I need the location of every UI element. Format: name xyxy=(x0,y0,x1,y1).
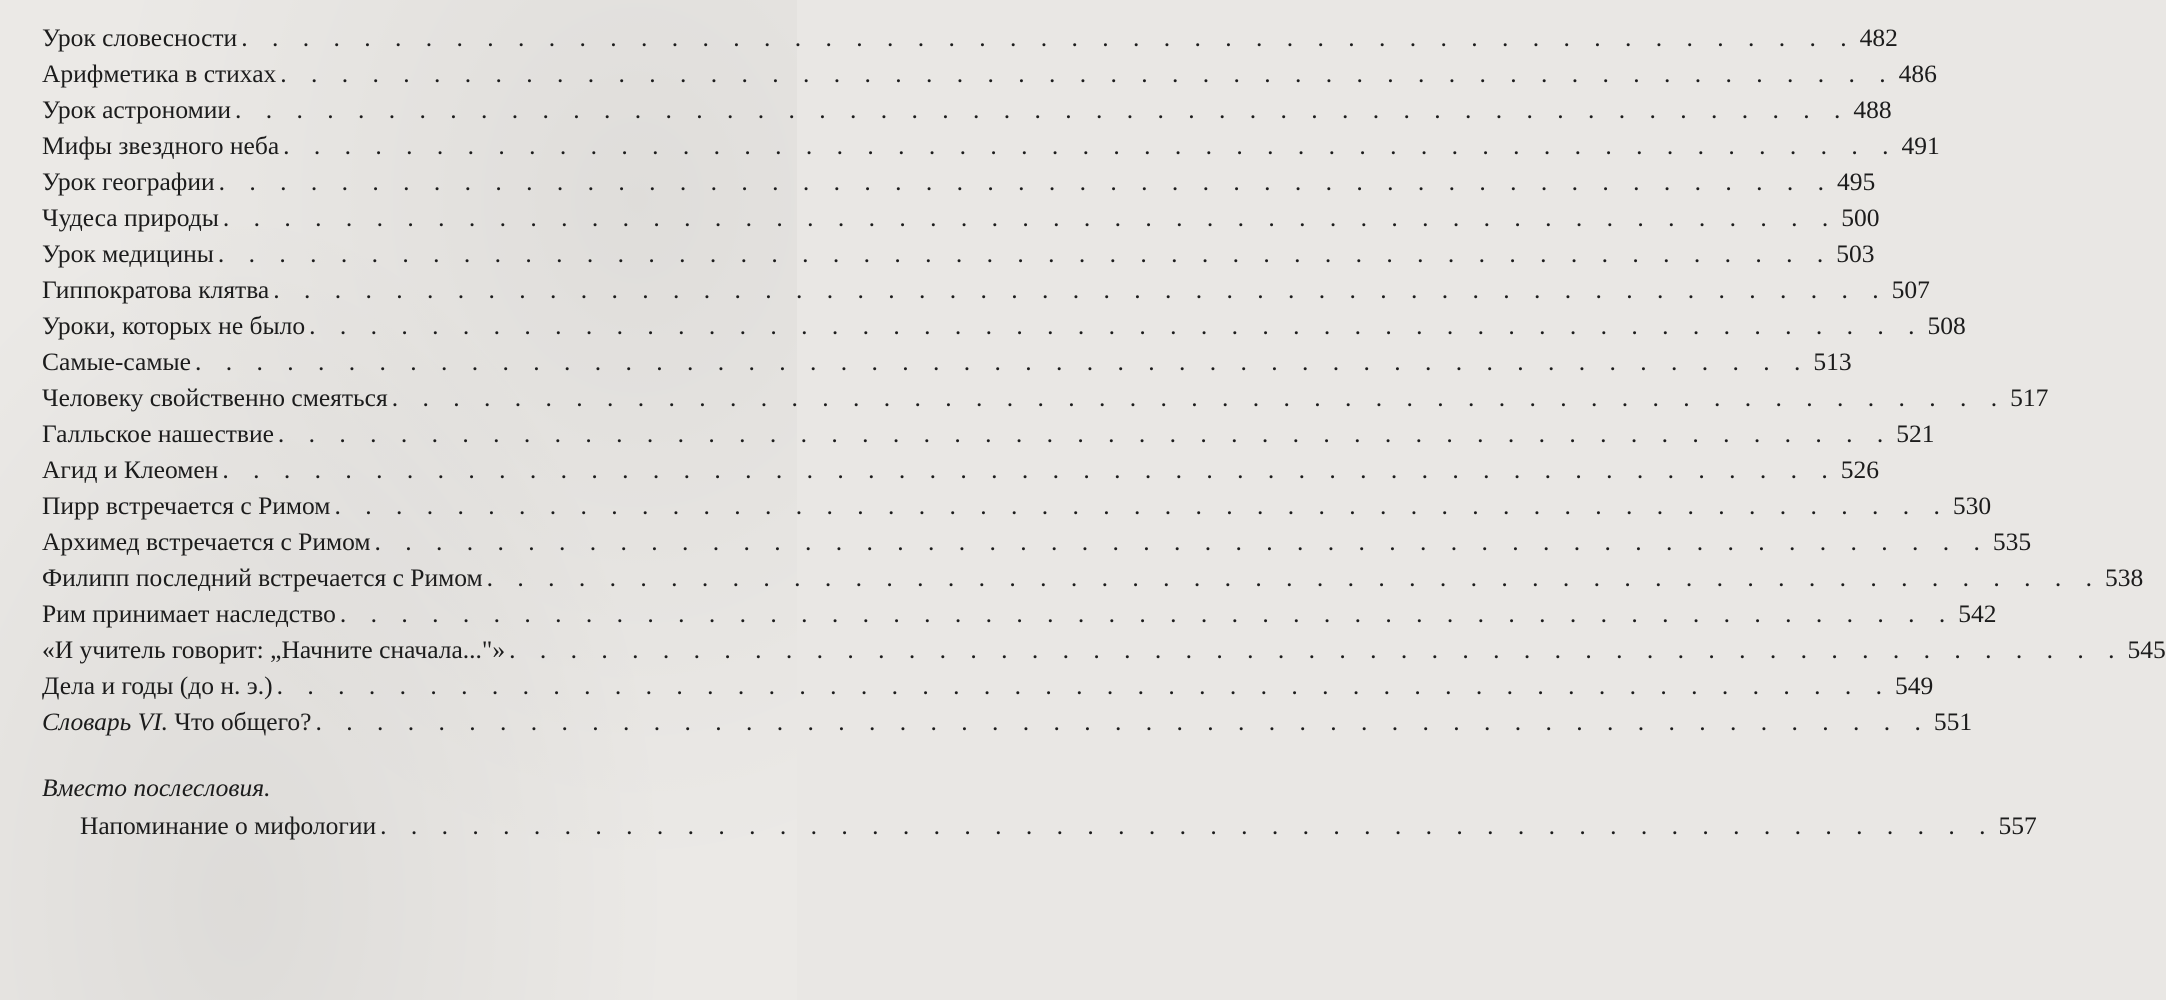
toc-entry xyxy=(42,92,1892,128)
toc-entry-page: 557 xyxy=(1998,811,2037,840)
toc-entry-title: Чудеса природы xyxy=(42,203,219,232)
toc-entry-title: Филипп последний встречается с Римом xyxy=(42,563,483,592)
toc-entry xyxy=(42,164,1876,200)
toc-leader-dots: . . . . . . . . . . . . . . . . . . . . . . . . . . . . . . . . . . . . . . . . . . . . . . . . . . . . . xyxy=(276,671,1891,700)
toc-entry xyxy=(42,704,1973,740)
toc-entry-title: Гиппократова клятва xyxy=(42,275,270,304)
toc-entry-page: 549 xyxy=(1894,671,1934,700)
toc-entry xyxy=(42,596,1997,632)
toc-entry xyxy=(42,20,1898,56)
toc-entry-page: 488 xyxy=(1853,95,1892,124)
toc-entry xyxy=(42,128,1940,164)
toc-leader-dots: . . . . . . . . . . . . . . . . . . . . . . . . . . . . . . . . . . . . . . . . . . . . . . . . . . . . . xyxy=(283,131,1898,160)
toc-entry-page: 507 xyxy=(1891,275,1930,304)
toc-entry xyxy=(42,524,2032,560)
toc-entry-page: 526 xyxy=(1840,455,1879,484)
toc-entry-title: Арифметика в стихах xyxy=(42,59,277,88)
toc-entry xyxy=(42,308,1966,344)
toc-entry-page: 538 xyxy=(2105,563,2144,592)
afterword-heading: Вместо послесловия. xyxy=(42,773,271,802)
toc-entry-title: Урок словесности xyxy=(42,23,238,52)
toc-entry xyxy=(42,668,1934,704)
toc-leader-dots: . . . . . . . . . . . . . . . . . . . . . . . . . . . . . . . . . . . . . . . . . . . . . . . . . . . . . xyxy=(486,563,2102,592)
toc-entry-page: 508 xyxy=(1927,311,1966,340)
toc-entry-title: Пирр встречается с Римом xyxy=(42,491,331,520)
toc-entry-page: 495 xyxy=(1837,167,1876,196)
toc-leader-dots: . . . . . . . . . . . . . . . . . . . . . . . . . . . . . . . . . . . . . . . . . . . . . . . . . . . . . xyxy=(374,527,1989,556)
toc-entry xyxy=(42,56,1937,92)
toc-entry-title: Рим принимает наследство xyxy=(42,599,336,628)
toc-leader-dots: . . . . . . . . . . . . . . . . . . . . . . . . . . . . . . . . . . . . . . . . . . . . . . . . . . . . . xyxy=(222,455,1837,484)
toc-entry-title: «И учитель говорит: „Начните сначала..."» xyxy=(42,635,506,664)
toc-entry-title: Агид и Клеомен xyxy=(42,455,219,484)
toc-entry-page: 517 xyxy=(2010,383,2049,412)
toc-entry-title: Человеку свойственно смеяться xyxy=(42,383,388,412)
toc-leader-dots: . . . . . . . . . . . . . . . . . . . . . . . . . . . . . . . . . . . . . . . . . . . . . . . . . . . . . xyxy=(391,383,2007,412)
toc-entry-page: 491 xyxy=(1901,131,1940,160)
toc-entry-page: 503 xyxy=(1836,239,1875,268)
toc-entry-page: 551 xyxy=(1933,707,1973,736)
toc-entry-title: Архимед встречается с Римом xyxy=(42,527,371,556)
toc-entry-page: 521 xyxy=(1896,419,1935,448)
afterword-section xyxy=(80,808,2037,844)
toc-entry xyxy=(42,272,1930,308)
toc-entry-title xyxy=(42,704,311,740)
toc-entry-title: Урок медицины xyxy=(42,239,214,268)
toc-leader-dots: . . . . . . . . . . . . . . . . . . . . . . . . . . . . . . . . . . . . . . . . . . . . . . . . . . . . . xyxy=(235,95,1850,124)
toc-leader-dots: . . . . . . . . . . . . . . . . . . . . . . . . . . . . . . . . . . . . . . . . . . . . . . . . . . . . . xyxy=(222,203,1838,232)
toc-leader-dots: . . . . . . . . . . . . . . . . . . . . . . . . . . . . . . . . . . . . . . . . . . . . . . . . . . . . . xyxy=(217,239,1833,268)
toc-entry-title: Мифы звездного неба xyxy=(42,131,280,160)
toc-entry xyxy=(42,560,2144,596)
toc-leader-dots: . . . . . . . . . . . . . . . . . . . . . . . . . . . . . . . . . . . . . . . . . . . . . . . . . . . . . xyxy=(309,311,1924,340)
toc-entry xyxy=(42,200,1880,236)
toc-entry-title-italic: Словарь VI. xyxy=(42,707,169,736)
toc-entry-title: Дела и годы (до н. э.) xyxy=(42,671,273,700)
toc-entry-title-rest: Что общего? xyxy=(168,707,312,736)
toc-entry xyxy=(42,632,2166,668)
toc-entry xyxy=(42,488,1992,524)
toc-leader-dots: . . . . . . . . . . . . . . . . . . . . . . . . . . . . . . . . . . . . . . . . . . . . . . . . . . . . . xyxy=(380,811,1995,840)
toc-entry xyxy=(42,236,1875,272)
toc-leader-dots: . . . . . . . . . . . . . . . . . . . . . . . . . . . . . . . . . . . . . . . . . . . . . . . . . . . . . xyxy=(339,599,1955,628)
toc-leader-dots: . . . . . . . . . . . . . . . . . . . . . . . . . . . . . . . . . . . . . . . . . . . . . . . . . . . . . xyxy=(194,347,1810,376)
toc-entry-title: Урок географии xyxy=(42,167,215,196)
toc-entry xyxy=(42,380,2049,416)
toc-entry xyxy=(42,344,1852,380)
toc-leader-dots: . . . . . . . . . . . . . . . . . . . . . . . . . . . . . . . . . . . . . . . . . . . . . . . . . . . . . xyxy=(315,707,1930,736)
toc-entry-page: 513 xyxy=(1813,347,1852,376)
toc-entry-title: Напоминание о мифологии xyxy=(80,811,377,840)
toc-leader-dots: . . . . . . . . . . . . . . . . . . . . . . . . . . . . . . . . . . . . . . . . . . . . . . . . . . . . . xyxy=(277,419,1893,448)
toc-leader-dots: . . . . . . . . . . . . . . . . . . . . . . . . . . . . . . . . . . . . . . . . . . . . . . . . . . . . . xyxy=(509,635,2124,664)
toc-entry-title: Галльское нашествие xyxy=(42,419,274,448)
toc-entry xyxy=(80,808,2037,844)
toc-entry-page: 545 xyxy=(2127,635,2166,664)
toc-entry-title: Урок астрономии xyxy=(42,95,232,124)
toc-leader-dots: . . . . . . . . . . . . . . . . . . . . . . . . . . . . . . . . . . . . . . . . . . . . . . . . . . . . . xyxy=(280,59,1895,88)
toc-entry-title: Самые-самые xyxy=(42,347,191,376)
toc-entry xyxy=(42,416,1935,452)
toc-entry-page: 535 xyxy=(1992,527,2032,556)
toc-entry-page: 486 xyxy=(1898,59,1937,88)
toc-entry-page: 530 xyxy=(1952,491,1992,520)
table-of-contents xyxy=(42,20,2166,740)
toc-leader-dots: . . . . . . . . . . . . . . . . . . . . . . . . . . . . . . . . . . . . . . . . . . . . . . . . . . . . . xyxy=(218,167,1833,196)
toc-leader-dots: . . . . . . . . . . . . . . . . . . . . . . . . . . . . . . . . . . . . . . . . . . . . . . . . . . . . . xyxy=(241,23,1856,52)
toc-entry-page: 482 xyxy=(1859,23,1898,52)
toc-entry-page: 500 xyxy=(1841,203,1880,232)
toc-entry xyxy=(42,452,1879,488)
toc-entry-page: 542 xyxy=(1958,599,1997,628)
toc-leader-dots: . . . . . . . . . . . . . . . . . . . . . . . . . . . . . . . . . . . . . . . . . . . . . . . . . . . . . xyxy=(273,275,1888,304)
toc-entry-title: Уроки, которых не было xyxy=(42,311,306,340)
toc-leader-dots: . . . . . . . . . . . . . . . . . . . . . . . . . . . . . . . . . . . . . . . . . . . . . . . . . . . . . xyxy=(334,491,1949,520)
